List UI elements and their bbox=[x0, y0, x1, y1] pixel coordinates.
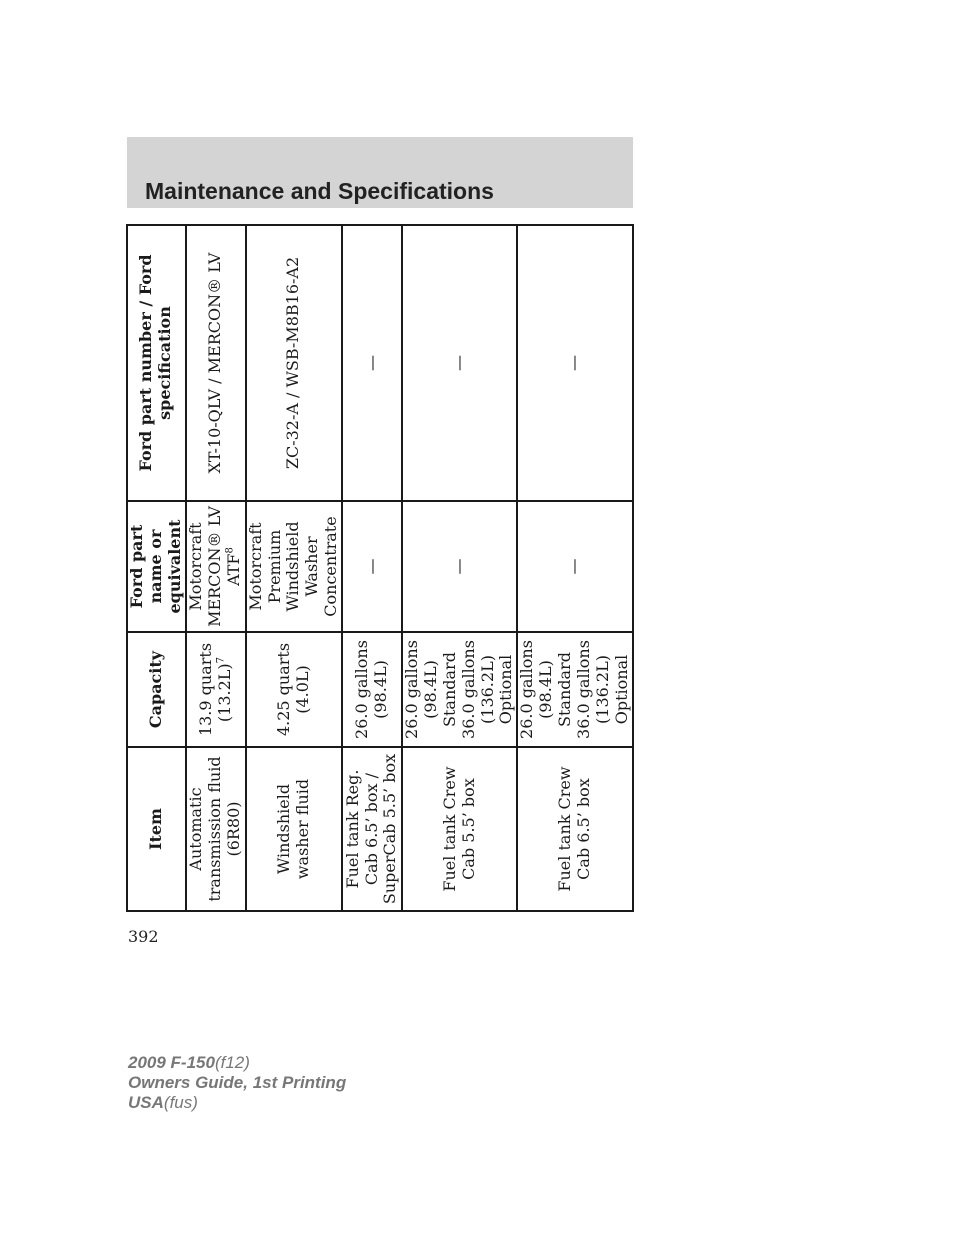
footnote-marker: 8 bbox=[224, 547, 236, 554]
cell-part-name: — bbox=[402, 501, 517, 632]
cell-part-name: — bbox=[517, 501, 632, 632]
cell-capacity: 13.9 quarts $(13.2L)^7$ bbox=[186, 632, 246, 747]
column-header-part-name: Ford part name or equivalent bbox=[127, 501, 186, 632]
cell-part-number: — bbox=[342, 225, 402, 501]
cell-part-name: Motorcraft MERCON® LV ATF$^8$ bbox=[186, 501, 246, 632]
cell-capacity: 4.25 quarts (4.0L) bbox=[246, 632, 342, 747]
table-row bbox=[342, 225, 402, 911]
section-title: Maintenance and Specifications bbox=[145, 178, 494, 204]
footer-line-market: USA(fus) bbox=[128, 1093, 198, 1112]
page-number: 392 bbox=[128, 927, 159, 946]
table-row bbox=[402, 225, 517, 911]
specifications-table-frame bbox=[126, 226, 631, 912]
column-header-part-number: Ford part number / Ford specification bbox=[127, 225, 186, 501]
cell-part-number: — bbox=[402, 225, 517, 501]
cell-item: Windshield washer fluid bbox=[246, 747, 342, 911]
specifications-table bbox=[126, 224, 634, 912]
cell-capacity: 26.0 gallons (98.4L) bbox=[342, 632, 402, 747]
cell-item: Fuel tank Reg. Cab 6.5’ box / SuperCab 5.5’ box bbox=[342, 747, 402, 911]
cell-part-number: — bbox=[517, 225, 632, 501]
cell-capacity: 26.0 gallons (98.4L) Standard 36.0 gallons (136.2L) Optional bbox=[402, 632, 517, 747]
footer-line-guide: Owners Guide, 1st Printing bbox=[128, 1073, 347, 1092]
column-header-item: Item bbox=[127, 747, 186, 911]
table-row bbox=[246, 225, 342, 911]
print-footer bbox=[128, 1053, 346, 1113]
cell-part-name: Motorcraft Premium Windshield Washer Concentrate bbox=[246, 501, 342, 632]
cell-part-number: XT-10-QLV / MERCON® LV bbox=[186, 225, 246, 501]
cell-part-name: — bbox=[342, 501, 402, 632]
table-header-row bbox=[127, 225, 186, 911]
cell-item: Automatic transmission fluid (6R80) bbox=[186, 747, 246, 911]
section-header-bar bbox=[127, 137, 633, 208]
table-row bbox=[517, 225, 632, 911]
cell-capacity: 26.0 gallons (98.4L) Standard 36.0 gallons (136.2L) Optional bbox=[517, 632, 632, 747]
footer-line-model: 2009 F-150(f12) bbox=[128, 1053, 250, 1072]
column-header-capacity: Capacity bbox=[127, 632, 186, 747]
footnote-marker: 7 bbox=[215, 656, 227, 664]
cell-item: Fuel tank Crew Cab 6.5’ box bbox=[517, 747, 632, 911]
table-row bbox=[186, 225, 246, 911]
cell-part-number: ZC-32-A / WSB-M8B16-A2 bbox=[246, 225, 342, 501]
cell-item: Fuel tank Crew Cab 5.5’ box bbox=[402, 747, 517, 911]
